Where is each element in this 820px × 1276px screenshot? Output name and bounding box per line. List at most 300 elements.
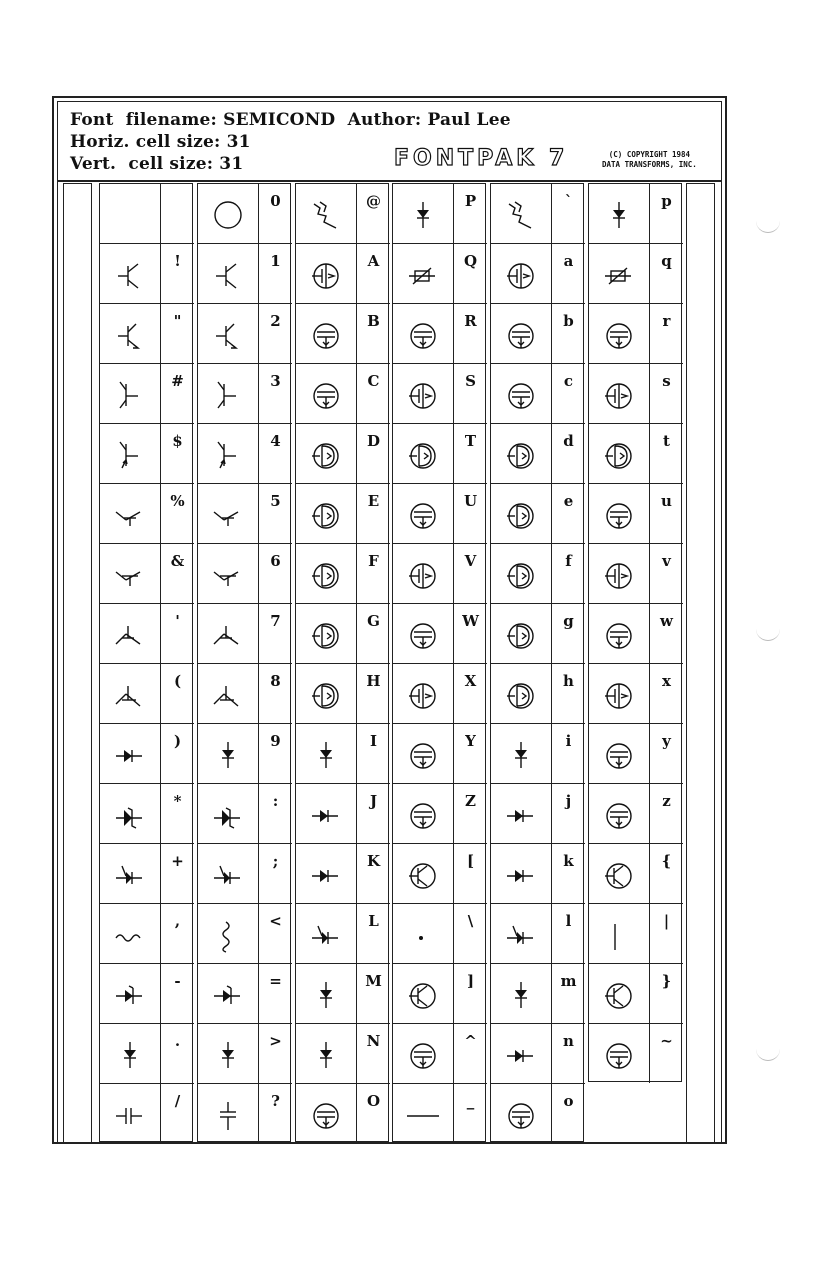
fet-gate-icon	[589, 784, 650, 843]
key-character: -	[174, 972, 181, 990]
fet-d-icon	[491, 544, 552, 603]
key-character: W	[462, 612, 479, 630]
glyph-cell	[393, 1084, 487, 1144]
transistor-v-icon	[198, 484, 259, 543]
glyph-cell	[296, 1084, 390, 1144]
transistor-npn-icon	[100, 244, 161, 303]
diode-tap-icon	[491, 904, 552, 963]
diode-v-icon	[491, 724, 552, 783]
key-character: `	[564, 192, 573, 210]
key-character: !	[174, 252, 181, 270]
key-character: 3	[270, 372, 281, 390]
glyph-cell	[100, 484, 194, 544]
dot-icon	[393, 904, 454, 963]
fet-d-icon	[589, 424, 650, 483]
key-character: ?	[271, 1092, 280, 1110]
glyph-cell	[198, 1084, 292, 1144]
glyph-cell	[296, 304, 390, 364]
transistor-circle-icon	[393, 844, 454, 903]
transistor-inv-alt-icon	[198, 664, 259, 723]
key-character: U	[463, 492, 478, 510]
glyph-cell	[100, 844, 194, 904]
key-character: z	[662, 792, 671, 810]
glyph-cell	[393, 184, 487, 244]
key-character: \	[467, 912, 474, 930]
key-character: %	[170, 492, 185, 510]
glyph-cell	[296, 904, 390, 964]
varistor-icon	[393, 244, 454, 303]
glyph-cell	[100, 1084, 194, 1144]
punch-hole-mark	[756, 628, 780, 641]
glyph-cell	[100, 1024, 194, 1084]
fet-gate-icon	[491, 364, 552, 423]
key-character: <	[269, 912, 282, 930]
glyph-cell	[393, 484, 487, 544]
fet-gate-icon	[393, 1024, 454, 1083]
key-character: 4	[270, 432, 281, 450]
glyph-cell	[198, 904, 292, 964]
glyph-cell	[589, 724, 683, 784]
key-character: m	[560, 972, 577, 990]
diode-h-icon	[296, 844, 357, 903]
empty-glyph	[100, 184, 161, 243]
fet-d-icon	[296, 604, 357, 663]
fet-circle-icon	[589, 364, 650, 423]
glyph-cell	[296, 184, 390, 244]
glyph-cell	[100, 784, 194, 844]
glyph-cell	[589, 1024, 683, 1084]
diode-v-icon	[198, 1024, 259, 1083]
glyph-cell	[296, 544, 390, 604]
glyph-cell	[100, 664, 194, 724]
glyph-cell	[491, 604, 585, 664]
glyph-cell	[100, 184, 194, 244]
key-character: k	[563, 852, 574, 870]
fet-gate-icon	[589, 484, 650, 543]
fet-circle-icon	[393, 544, 454, 603]
fet-circle-icon	[589, 544, 650, 603]
glyph-cell	[589, 604, 683, 664]
key-character: 9	[270, 732, 281, 750]
key-character: O	[366, 1092, 381, 1110]
transistor-circle-icon	[393, 964, 454, 1023]
fet-gate-icon	[296, 364, 357, 423]
key-character: C	[367, 372, 380, 390]
key-character: 0	[270, 192, 281, 210]
fet-gate-icon	[589, 604, 650, 663]
fet-d-icon	[491, 484, 552, 543]
key-character: +	[171, 852, 184, 870]
glyph-cell	[100, 604, 194, 664]
glyph-cell	[393, 724, 487, 784]
fet-d-icon	[296, 544, 357, 603]
glyph-cell	[589, 544, 683, 604]
glyph-cell	[491, 904, 585, 964]
glyph-cell	[589, 484, 683, 544]
key-character: n	[563, 1032, 574, 1050]
transistor-inv-icon	[100, 604, 161, 663]
key-character: S	[465, 372, 476, 390]
key-character: #	[171, 372, 184, 390]
transistor-v-icon	[100, 484, 161, 543]
glyph-cell	[491, 784, 585, 844]
glyph-cell	[198, 544, 292, 604]
copyright-line-2: DATA TRANSFORMS, INC.	[602, 160, 697, 169]
key-character: [	[466, 852, 475, 870]
transistor-v-alt-icon	[198, 544, 259, 603]
diode-h-icon	[491, 844, 552, 903]
glyph-cell	[296, 244, 390, 304]
glyph-cell	[393, 1024, 487, 1084]
right-margin-strip	[686, 183, 715, 1144]
glyph-cell	[491, 304, 585, 364]
fet-gate-icon	[393, 604, 454, 663]
diode-v-icon	[296, 1024, 357, 1083]
glyph-cell	[198, 604, 292, 664]
fontpak-logo: FONTPAK 7	[394, 146, 569, 171]
left-margin-strip	[63, 183, 92, 1144]
glyph-cell	[296, 724, 390, 784]
key-character: @	[366, 192, 381, 210]
transistor-v-alt-icon	[100, 544, 161, 603]
glyph-cell	[296, 424, 390, 484]
key-character: E	[367, 492, 380, 510]
glyph-cell	[100, 304, 194, 364]
glyph-cell	[198, 424, 292, 484]
fet-circle-icon	[393, 664, 454, 723]
key-character: Y	[465, 732, 476, 750]
header-vert-cell-size: Vert. cell size: 31	[70, 154, 244, 174]
glyph-cell	[393, 784, 487, 844]
glyph-cell	[198, 484, 292, 544]
transistor-pnp-icon	[100, 364, 161, 423]
key-character: N	[366, 1032, 381, 1050]
glyph-cell	[393, 304, 487, 364]
transistor-npn-alt-icon	[198, 304, 259, 363]
key-character: ;	[272, 852, 279, 870]
key-character: ^	[464, 1032, 477, 1050]
sheet-header	[58, 102, 721, 182]
glyph-cell	[491, 1084, 585, 1144]
glyph-cell	[393, 964, 487, 1024]
glyph-cell	[296, 1024, 390, 1084]
glyph-cell	[491, 724, 585, 784]
diode-zener-icon	[198, 784, 259, 843]
key-character: l	[565, 912, 572, 930]
key-character: H	[366, 672, 381, 690]
key-character: ~	[660, 1032, 673, 1050]
glyph-cell	[100, 544, 194, 604]
glyph-cell	[589, 964, 683, 1024]
key-character: 2	[270, 312, 281, 330]
transistor-circle-icon	[589, 844, 650, 903]
glyph-cell	[589, 244, 683, 304]
fet-gate-icon	[393, 484, 454, 543]
diode-v-icon	[589, 184, 650, 243]
glyph-cell	[198, 724, 292, 784]
varistor-icon	[589, 244, 650, 303]
key-character: /	[174, 1092, 181, 1110]
key-character: t	[663, 432, 670, 450]
fet-gate-icon	[296, 1084, 357, 1143]
diode-bar-icon	[100, 964, 161, 1023]
punch-hole-mark	[756, 1048, 780, 1061]
glyph-column	[99, 183, 193, 1142]
key-character: I	[369, 732, 378, 750]
diode-h-icon	[296, 784, 357, 843]
lightning-icon	[296, 184, 357, 243]
glyph-cell	[296, 664, 390, 724]
glyph-cell	[589, 904, 683, 964]
key-character: (	[173, 672, 182, 690]
glyph-cell	[393, 544, 487, 604]
key-character: w	[660, 612, 673, 630]
glyph-cell	[198, 964, 292, 1024]
key-character: V	[464, 552, 477, 570]
key-character: e	[563, 492, 574, 510]
glyph-cell	[296, 784, 390, 844]
key-character: )	[173, 732, 182, 750]
key-character: 6	[270, 552, 281, 570]
glyph-cell	[100, 364, 194, 424]
fet-gate-icon	[491, 304, 552, 363]
glyph-cell	[296, 484, 390, 544]
glyph-column	[295, 183, 389, 1142]
bar-icon	[589, 904, 650, 963]
key-character: o	[563, 1092, 574, 1110]
key-character: X	[464, 672, 477, 690]
glyph-cell	[100, 724, 194, 784]
glyph-cell	[589, 664, 683, 724]
glyph-cell	[589, 364, 683, 424]
key-character: s	[662, 372, 671, 390]
glyph-cell	[198, 364, 292, 424]
capacitor-icon	[100, 1084, 161, 1143]
key-character: b	[563, 312, 574, 330]
lightning-icon	[491, 184, 552, 243]
glyph-cell	[491, 364, 585, 424]
key-character: r	[662, 312, 671, 330]
glyph-cell	[296, 964, 390, 1024]
key-character: M	[365, 972, 382, 990]
diode-zener-icon	[100, 784, 161, 843]
glyph-cell	[100, 904, 194, 964]
key-character: >	[269, 1032, 282, 1050]
key-character: d	[563, 432, 574, 450]
diode-v-icon	[198, 724, 259, 783]
glyph-cell	[296, 364, 390, 424]
fet-d-icon	[491, 664, 552, 723]
copyright-notice	[602, 150, 697, 170]
key-character: ,	[174, 912, 181, 930]
key-character: *	[173, 792, 182, 810]
glyph-cell	[491, 964, 585, 1024]
key-character: '	[175, 612, 180, 630]
key-character: {	[661, 852, 672, 870]
glyph-cell	[589, 424, 683, 484]
resistor-wave-icon	[100, 904, 161, 963]
glyph-cell	[393, 664, 487, 724]
glyph-cell	[589, 184, 683, 244]
glyph-cell	[491, 484, 585, 544]
key-character: 1	[270, 252, 281, 270]
key-character: P	[464, 192, 477, 210]
glyph-cell	[491, 844, 585, 904]
fet-d-icon	[491, 604, 552, 663]
key-character: 7	[270, 612, 281, 630]
key-character: 8	[270, 672, 281, 690]
key-character: a	[563, 252, 574, 270]
transistor-pnp-alt-icon	[198, 424, 259, 483]
glyph-cell	[491, 424, 585, 484]
diode-v-icon	[296, 964, 357, 1023]
glyph-cell	[198, 304, 292, 364]
fet-gate-icon	[589, 724, 650, 783]
capacitor-v-icon	[198, 1084, 259, 1143]
glyph-cell	[198, 784, 292, 844]
fet-d-icon	[491, 424, 552, 483]
glyph-cell	[296, 844, 390, 904]
key-character: v	[662, 552, 671, 570]
key-character: K	[366, 852, 381, 870]
transistor-circle-icon	[589, 964, 650, 1023]
key-character: g	[563, 612, 574, 630]
key-character: F	[368, 552, 379, 570]
fet-gate-icon	[393, 784, 454, 843]
key-character: ]	[466, 972, 475, 990]
fet-gate-icon	[296, 304, 357, 363]
key-character: _	[466, 1092, 475, 1110]
key-character: }	[661, 972, 672, 990]
key-character: f	[565, 552, 572, 570]
line-icon	[393, 1084, 454, 1143]
glyph-cell	[491, 244, 585, 304]
key-character: j	[565, 792, 572, 810]
diode-tap-icon	[296, 904, 357, 963]
glyph-cell	[491, 664, 585, 724]
glyph-cell	[100, 964, 194, 1024]
key-character: L	[368, 912, 379, 930]
key-character: A	[367, 252, 380, 270]
key-character: i	[565, 732, 572, 750]
key-character: R	[464, 312, 477, 330]
key-character: Q	[463, 252, 478, 270]
glyph-column	[392, 183, 486, 1142]
fet-d-icon	[296, 424, 357, 483]
glyph-cell	[100, 424, 194, 484]
key-character: D	[366, 432, 380, 450]
glyph-cell	[393, 604, 487, 664]
glyph-cell	[491, 1024, 585, 1084]
glyph-cell	[393, 424, 487, 484]
transistor-inv-icon	[198, 604, 259, 663]
key-character: y	[662, 732, 671, 750]
glyph-cell	[100, 244, 194, 304]
key-character: Z	[465, 792, 476, 810]
key-character: "	[173, 312, 182, 330]
glyph-cell	[296, 604, 390, 664]
diode-h-icon	[491, 1024, 552, 1083]
glyph-column	[588, 183, 682, 1082]
transistor-npn-icon	[198, 244, 259, 303]
glyph-cell	[198, 844, 292, 904]
diode-h-icon	[100, 724, 161, 783]
glyph-cell	[589, 784, 683, 844]
fet-d-icon	[393, 424, 454, 483]
diode-v-icon	[100, 1024, 161, 1083]
key-character: &	[170, 552, 185, 570]
copyright-line-1: (C) COPYRIGHT 1984	[608, 150, 691, 159]
key-character: :	[272, 792, 279, 810]
fet-gate-icon	[589, 1024, 650, 1083]
key-character: |	[663, 912, 670, 930]
glyph-cell	[393, 844, 487, 904]
diode-v-icon	[296, 724, 357, 783]
transistor-inv-alt-icon	[100, 664, 161, 723]
diode-tap-icon	[100, 844, 161, 903]
fet-gate-icon	[393, 304, 454, 363]
key-character: h	[563, 672, 574, 690]
circle-icon	[198, 184, 259, 243]
diode-h-icon	[491, 784, 552, 843]
glyph-cell	[198, 1024, 292, 1084]
glyph-cell	[589, 844, 683, 904]
transistor-npn-alt-icon	[100, 304, 161, 363]
key-character: x	[662, 672, 671, 690]
fet-d-icon	[296, 664, 357, 723]
fet-d-icon	[296, 484, 357, 543]
punch-hole-mark	[756, 220, 780, 233]
fet-circle-icon	[491, 244, 552, 303]
key-character: T	[464, 432, 477, 450]
glyph-column	[490, 183, 584, 1142]
glyph-cell	[491, 184, 585, 244]
key-character: q	[661, 252, 672, 270]
fet-gate-icon	[491, 1084, 552, 1143]
key-character: c	[563, 372, 574, 390]
header-horiz-cell-size: Horiz. cell size: 31	[70, 132, 251, 152]
key-character: =	[269, 972, 282, 990]
diode-v-icon	[491, 964, 552, 1023]
key-character: u	[661, 492, 672, 510]
transistor-pnp-icon	[198, 364, 259, 423]
transistor-pnp-alt-icon	[100, 424, 161, 483]
key-character: B	[367, 312, 380, 330]
fet-gate-icon	[393, 724, 454, 783]
glyph-cell	[198, 244, 292, 304]
key-character: G	[367, 612, 380, 630]
diode-bar-icon	[198, 964, 259, 1023]
glyph-column	[197, 183, 291, 1142]
key-character: $	[172, 432, 183, 450]
header-filename-author: Font filename: SEMICOND Author: Paul Lee	[70, 110, 511, 130]
glyph-cell	[491, 544, 585, 604]
glyph-cell	[589, 304, 683, 364]
glyph-cell	[198, 664, 292, 724]
glyph-cell	[393, 244, 487, 304]
fet-circle-icon	[393, 364, 454, 423]
key-character: p	[661, 192, 672, 210]
fet-gate-icon	[589, 304, 650, 363]
fet-circle-icon	[296, 244, 357, 303]
key-character: J	[369, 792, 378, 810]
key-character: .	[174, 1032, 181, 1050]
resistor-vert-icon	[198, 904, 259, 963]
diode-v-icon	[393, 184, 454, 243]
glyph-cell	[393, 364, 487, 424]
glyph-cell	[198, 184, 292, 244]
key-character: 5	[270, 492, 281, 510]
